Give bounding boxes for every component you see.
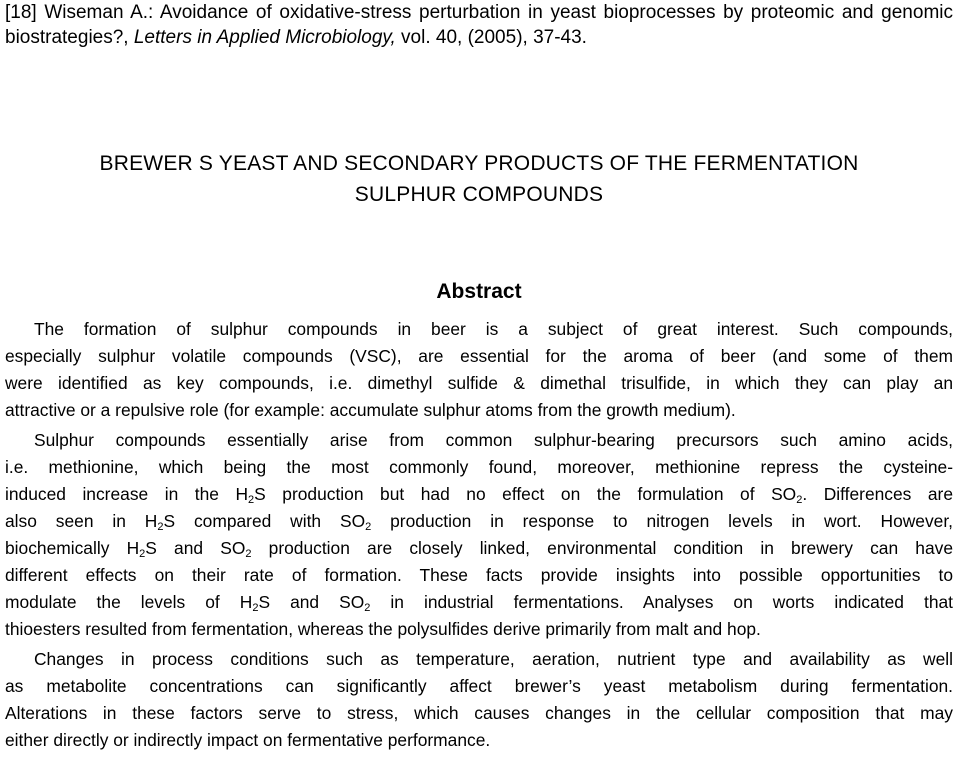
abstract-paragraph-1 <box>5 316 953 424</box>
paragraph-line: as metabolite concentrations can significantly affect brewer’s yeast metabolism during fermentation. <box>5 676 953 696</box>
paragraph-line: The formation of sulphur compounds in beer is a subject of great interest. Such compounds, <box>34 319 953 339</box>
subscript: 2 <box>245 548 252 560</box>
title-line-2: SULPHUR COMPOUNDS <box>354 183 604 206</box>
abstract-paragraph-3 <box>5 646 953 754</box>
reference-journal: Letters in Applied Microbiology, <box>133 27 396 48</box>
reference-text: [18] Wiseman A.: Avoidance of oxidative-stress perturbation in yeast bioprocesses by proteomic and genomic biostrategies?, <box>5 2 953 48</box>
text-fragment: S and SO <box>145 538 246 558</box>
subscript: 2 <box>365 521 372 533</box>
subscript: 2 <box>248 494 255 506</box>
paragraph-line <box>5 589 953 616</box>
paragraph-line: either directly or indirectly impact on fermentative performance. <box>5 730 491 750</box>
text-fragment: . Differences are <box>802 484 954 504</box>
text-fragment: S and SO <box>258 592 365 612</box>
title-line-1: BREWER S YEAST AND SECONDARY PRODUCTS OF THE FERMENTATION <box>99 152 859 175</box>
abstract-paragraph-2 <box>5 427 953 643</box>
paragraph-line: Sulphur compounds essentially arise from common sulphur-bearing precursors such amino acids, <box>34 430 953 450</box>
abstract-heading: Abstract <box>436 280 522 303</box>
paragraph-line: attractive or a repulsive role (for example: accumulate sulphur atoms from the growth medium). <box>5 400 736 420</box>
paragraph-line <box>5 535 953 562</box>
text-fragment: also seen in H <box>5 511 158 531</box>
document-title <box>5 148 953 210</box>
subscript: 2 <box>364 602 371 614</box>
subscript: 2 <box>796 494 803 506</box>
paragraph-line: especially sulphur volatile compounds (VSC), are essential for the aroma of beer (and some of them <box>5 346 953 366</box>
subscript: 2 <box>157 521 164 533</box>
text-fragment: production in response to nitrogen levels in wort. However, <box>371 511 953 531</box>
reference-details: vol. 40, (2005), 37-43. <box>395 27 587 48</box>
paragraph-line: Alterations in these factors serve to stress, which causes changes in the cellular composition that may <box>5 703 953 723</box>
subscript: 2 <box>252 602 259 614</box>
text-fragment: induced increase in the H <box>5 484 249 504</box>
document-page <box>5 0 953 754</box>
text-fragment: biochemically H <box>5 538 140 558</box>
paragraph-line <box>5 508 953 535</box>
paragraph-line: thioesters resulted from fermentation, whereas the polysulfides derive primarily from malt and hop. <box>5 619 761 639</box>
text-fragment: S production but had no effect on the formulation of SO <box>254 484 797 504</box>
text-fragment: modulate the levels of H <box>5 592 253 612</box>
text-fragment: in industrial fermentations. Analyses on worts indicated that <box>370 592 953 612</box>
text-fragment: S compared with SO <box>163 511 366 531</box>
paragraph-line: were identified as key compounds, i.e. dimethyl sulfide & dimethal trisulfide, in which they can play an <box>5 373 953 393</box>
text-fragment: production are closely linked, environmental condition in brewery can have <box>251 538 954 558</box>
paragraph-line: i.e. methionine, which being the most commonly found, moreover, methionine repress the cysteine- <box>5 457 953 477</box>
paragraph-line <box>5 481 953 508</box>
paragraph-line: Changes in process conditions such as temperature, aeration, nutrient type and availability as well <box>34 649 953 669</box>
paragraph-line: different effects on their rate of formation. These facts provide insights into possible opportunities to <box>5 565 953 585</box>
reference-entry <box>5 0 953 50</box>
subscript: 2 <box>139 548 146 560</box>
